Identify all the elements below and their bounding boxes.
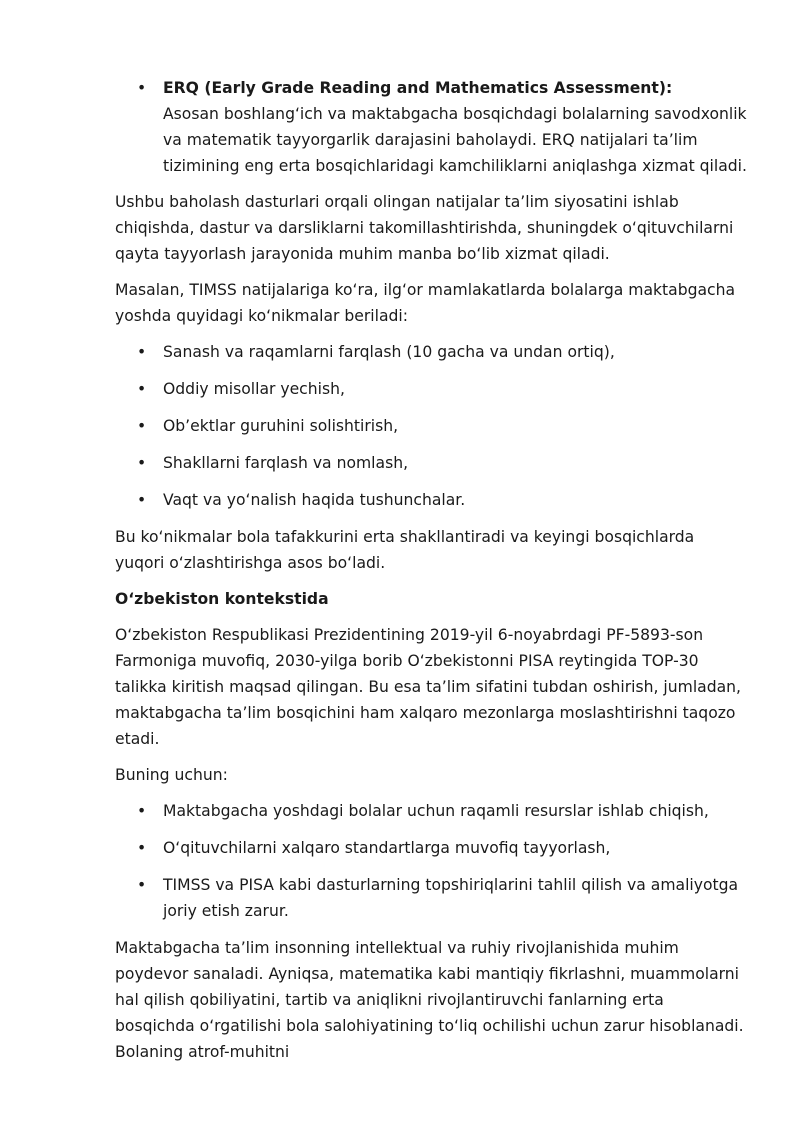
list-item bbox=[115, 835, 747, 861]
bullet-icon: • bbox=[137, 839, 147, 857]
bullet-icon: • bbox=[137, 343, 147, 361]
list-item-text: Oddiy misollar yechish, bbox=[163, 380, 345, 398]
paragraph-preschool-importance: Maktabgacha ta’lim insonning intellektual va ruhiy rivojlanishida muhim poydevor sanaladi. Ayniqsa, matematika kabi mantiqiy fikrlashni, muammolarni hal qilish qobiliyatini, tartib va aniqlikni rivojlantiruvchi fanlarning erta bosqichda o‘rgatilishi bola salohiyatining to‘liq ochilishi uchun zarur hisoblanadi. Bolaning atrof-muhitni bbox=[115, 939, 744, 1061]
section-heading: O‘zbekiston kontekstida bbox=[115, 590, 329, 608]
list-item bbox=[115, 339, 747, 365]
list-item-text: Maktabgacha yoshdagi bolalar uchun raqamli resurslar ishlab chiqish, bbox=[163, 802, 709, 820]
list-item bbox=[115, 413, 747, 439]
bullet-icon: • bbox=[137, 380, 147, 398]
bullet-icon: • bbox=[137, 876, 147, 894]
bullet-icon: • bbox=[137, 79, 147, 97]
erq-description: Asosan boshlang‘ich va maktabgacha bosqichdagi bolalarning savodxonlik va matematik tayyorgarlik darajasini baholaydi. ERQ natijalari ta’lim tizimining eng erta bosqichlaridagi kamchiliklarni aniqlashga xizmat qiladi. bbox=[163, 105, 747, 175]
list-item-text: Vaqt va yo‘nalish haqida tushunchalar. bbox=[163, 491, 466, 509]
paragraph-timss-example: Masalan, TIMSS natijalariga ko‘ra, ilg‘or mamlakatlarda bolalarga maktabgacha yoshda quyidagi ko‘nikmalar beriladi: bbox=[115, 281, 736, 325]
list-item bbox=[115, 487, 747, 513]
document-body bbox=[115, 75, 747, 1075]
list-item bbox=[115, 376, 747, 402]
list-item bbox=[115, 450, 747, 476]
assessment-list bbox=[115, 75, 747, 179]
list-item-text: TIMSS va PISA kabi dasturlarning topshiriqlarini tahlil qilish va amaliyotga joriy etish zarur. bbox=[163, 876, 739, 920]
list-item-text: Shakllarni farqlash va nomlash, bbox=[163, 454, 409, 472]
paragraph-results-usage: Ushbu baholash dasturlari orqali olingan natijalar ta’lim siyosatini ishlab chiqishda, dastur va darsliklarni takomillashtirishda, shuningdek o‘qituvchilarni qayta tayyorlash jarayonida muhim manba bo‘lib xizmat qiladi. bbox=[115, 193, 734, 263]
paragraph-decree: O‘zbekiston Respublikasi Prezidentining 2019-yil 6-noyabrdagi PF-5893-son Farmoniga muvofiq, 2030-yilga borib O‘zbekistonni PISA reytingida TOP-30 talikka kiritish maqsad qilingan. Bu esa ta’lim sifatini tubdan oshirish, jumladan, maktabgacha ta’lim bosqichini ham xalqaro mezonlarga moslashtirishni taqozo etadi. bbox=[115, 626, 742, 748]
erq-title: ERQ (Early Grade Reading and Mathematics Assessment): bbox=[163, 79, 673, 97]
skills-list bbox=[115, 339, 747, 513]
actions-list bbox=[115, 798, 747, 924]
bullet-icon: • bbox=[137, 491, 147, 509]
list-item-text: Ob’ektlar guruhini solishtirish, bbox=[163, 417, 399, 435]
list-item-erq bbox=[115, 75, 747, 179]
paragraph-for-this: Buning uchun: bbox=[115, 766, 228, 784]
list-item-text: Sanash va raqamlarni farqlash (10 gacha va undan ortiq), bbox=[163, 343, 615, 361]
list-item bbox=[115, 872, 747, 924]
list-item bbox=[115, 798, 747, 824]
bullet-icon: • bbox=[137, 417, 147, 435]
bullet-icon: • bbox=[137, 454, 147, 472]
list-item-text: O‘qituvchilarni xalqaro standartlarga muvofiq tayyorlash, bbox=[163, 839, 611, 857]
bullet-icon: • bbox=[137, 802, 147, 820]
paragraph-skills-benefit: Bu ko‘nikmalar bola tafakkurini erta shakllantiradi va keyingi bosqichlarda yuqori o‘zlashtirishga asos bo‘ladi. bbox=[115, 528, 695, 572]
